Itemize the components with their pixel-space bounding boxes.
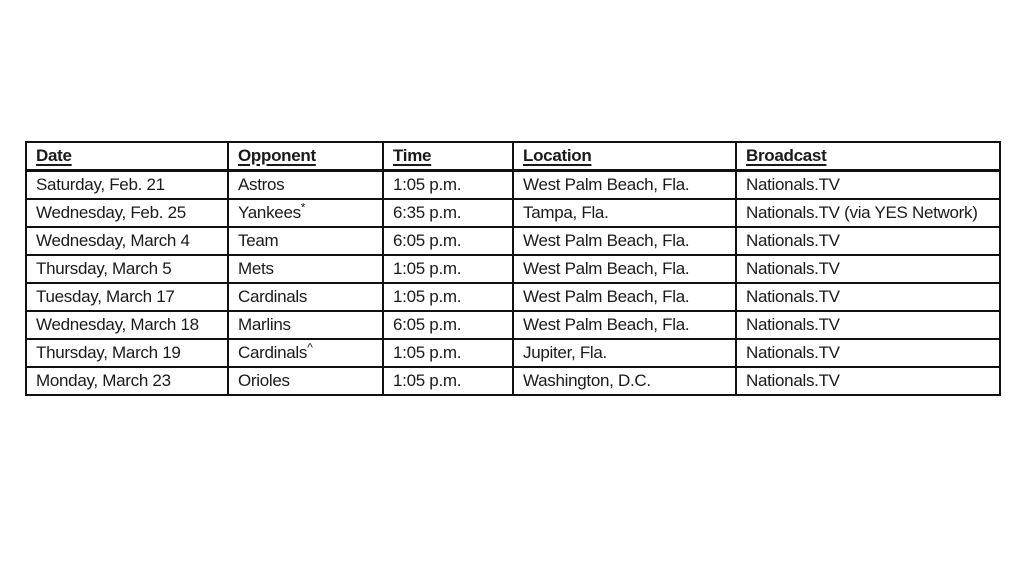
cell-date: Thursday, March 19 — [26, 339, 228, 367]
cell-time: 6:05 p.m. — [383, 227, 513, 255]
cell-date: Tuesday, March 17 — [26, 283, 228, 311]
cell-broadcast: Nationals.TV — [736, 255, 1000, 283]
cell-location: Jupiter, Fla. — [513, 339, 736, 367]
cell-location: West Palm Beach, Fla. — [513, 255, 736, 283]
cell-broadcast: Nationals.TV — [736, 367, 1000, 395]
cell-opponent: Astros — [228, 171, 383, 200]
table-row — [26, 311, 1000, 339]
cell-opponent: Team — [228, 227, 383, 255]
column-header-broadcast — [736, 142, 1000, 171]
cell-location: Washington, D.C. — [513, 367, 736, 395]
table-row — [26, 227, 1000, 255]
cell-opponent: Mets — [228, 255, 383, 283]
table-row — [26, 339, 1000, 367]
cell-location: West Palm Beach, Fla. — [513, 283, 736, 311]
cell-time: 6:05 p.m. — [383, 311, 513, 339]
cell-time: 6:35 p.m. — [383, 199, 513, 227]
table-row — [26, 255, 1000, 283]
cell-location: West Palm Beach, Fla. — [513, 171, 736, 200]
cell-opponent: Cardinals^ — [228, 339, 383, 367]
cell-broadcast: Nationals.TV — [736, 311, 1000, 339]
schedule-table-body — [26, 171, 1000, 396]
table-row — [26, 283, 1000, 311]
column-header-date — [26, 142, 228, 171]
cell-opponent: Yankees* — [228, 199, 383, 227]
cell-time: 1:05 p.m. — [383, 255, 513, 283]
opponent-footnote-marker: * — [300, 200, 306, 215]
cell-location: West Palm Beach, Fla. — [513, 311, 736, 339]
header-row — [26, 142, 1000, 171]
cell-date: Thursday, March 5 — [26, 255, 228, 283]
schedule-table — [25, 141, 1001, 396]
cell-time: 1:05 p.m. — [383, 171, 513, 200]
cell-broadcast: Nationals.TV — [736, 339, 1000, 367]
cell-broadcast: Nationals.TV — [736, 283, 1000, 311]
cell-date: Wednesday, March 18 — [26, 311, 228, 339]
cell-broadcast: Nationals.TV — [736, 227, 1000, 255]
cell-time: 1:05 p.m. — [383, 367, 513, 395]
column-header-time-label: Time — [393, 146, 432, 165]
cell-location: West Palm Beach, Fla. — [513, 227, 736, 255]
cell-date: Wednesday, March 4 — [26, 227, 228, 255]
opponent-footnote-marker: ^ — [307, 340, 313, 355]
cell-location: Tampa, Fla. — [513, 199, 736, 227]
schedule-table-header — [26, 142, 1000, 171]
cell-date: Saturday, Feb. 21 — [26, 171, 228, 200]
column-header-date-label: Date — [36, 146, 72, 165]
cell-time: 1:05 p.m. — [383, 283, 513, 311]
cell-opponent: Cardinals — [228, 283, 383, 311]
column-header-location — [513, 142, 736, 171]
table-row — [26, 171, 1000, 200]
table-row — [26, 199, 1000, 227]
cell-date: Monday, March 23 — [26, 367, 228, 395]
cell-date: Wednesday, Feb. 25 — [26, 199, 228, 227]
cell-broadcast: Nationals.TV — [736, 171, 1000, 200]
column-header-broadcast-label: Broadcast — [746, 146, 827, 165]
table-row — [26, 367, 1000, 395]
column-header-opponent-label: Opponent — [238, 146, 316, 165]
cell-opponent: Orioles — [228, 367, 383, 395]
cell-broadcast: Nationals.TV (via YES Network) — [736, 199, 1000, 227]
cell-opponent: Marlins — [228, 311, 383, 339]
column-header-location-label: Location — [523, 146, 592, 165]
column-header-opponent — [228, 142, 383, 171]
column-header-time — [383, 142, 513, 171]
cell-time: 1:05 p.m. — [383, 339, 513, 367]
